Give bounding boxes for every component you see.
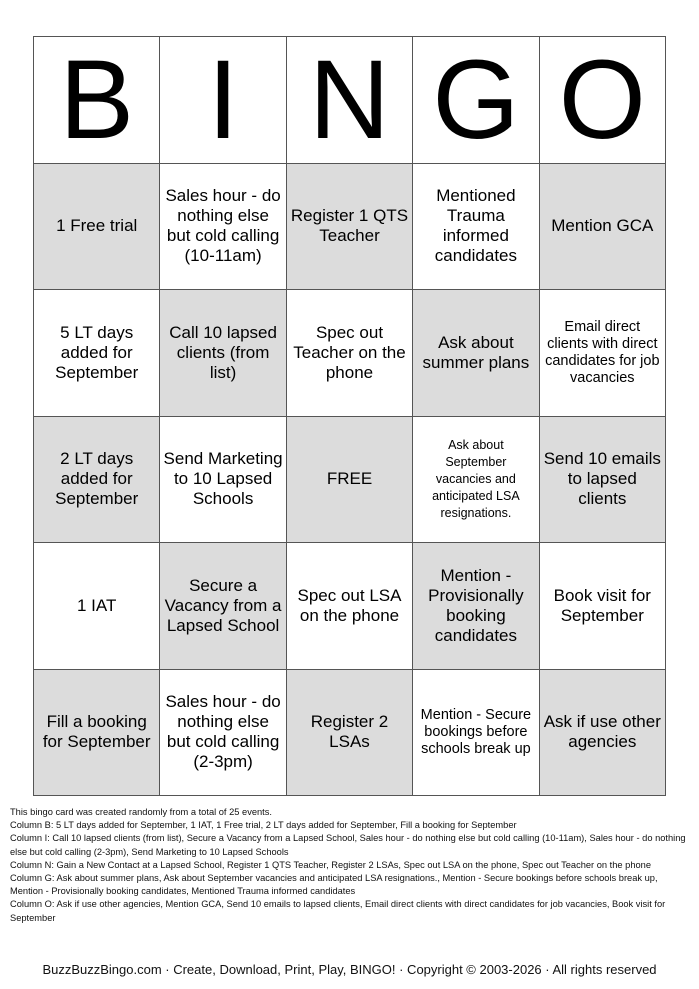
copyright-footer: BuzzBuzzBingo.com · Create, Download, Print, Play, BINGO! · Copyright © 2003-2026 · All rights reserved <box>42 962 657 977</box>
cell-text: 1 IAT <box>77 595 117 615</box>
cell-text: 2 LT days added for September <box>55 449 139 509</box>
bingo-cell[interactable] <box>413 417 539 544</box>
bingo-cell[interactable] <box>34 164 160 291</box>
bingo-cell[interactable] <box>413 543 539 670</box>
header-letter-o: O <box>540 37 666 164</box>
bingo-cell[interactable] <box>413 164 539 291</box>
bingo-cell[interactable] <box>160 543 286 670</box>
cell-text: Secure a Vacancy from a Lapsed School <box>164 575 282 635</box>
bingo-cell[interactable] <box>287 164 413 291</box>
cell-text: Sales hour - do nothing else but cold calling (2-3pm) <box>165 692 281 772</box>
bingo-cell[interactable] <box>540 417 666 544</box>
bingo-cell[interactable] <box>540 164 666 291</box>
cell-text: Ask about September vacancies and anticipated LSA resignations. <box>432 438 520 520</box>
bingo-cell[interactable] <box>540 543 666 670</box>
header-letter-b: B <box>34 37 160 164</box>
header-letter-i: I <box>160 37 286 164</box>
cell-text: Sales hour - do nothing else but cold calling (10-11am) <box>165 186 281 266</box>
free-space[interactable] <box>287 417 413 544</box>
bingo-cell[interactable] <box>34 670 160 797</box>
bingo-cell[interactable] <box>160 670 286 797</box>
cell-text: Call 10 lapsed clients (from list) <box>169 322 277 382</box>
header-letter-n: N <box>287 37 413 164</box>
cell-text: Register 1 QTS Teacher <box>290 206 409 246</box>
bingo-cell[interactable] <box>34 417 160 544</box>
cell-text: Mention GCA <box>551 216 654 236</box>
bingo-cell[interactable] <box>413 670 539 797</box>
cell-text: Fill a booking for September <box>42 712 151 752</box>
bingo-cell[interactable] <box>34 543 160 670</box>
bingo-cell[interactable] <box>160 290 286 417</box>
cell-text: Mentioned Trauma informed candidates <box>434 186 517 266</box>
info-intro: This bingo card was created randomly from a total of 25 events. <box>10 807 272 817</box>
cell-text: Book visit for September <box>553 585 651 625</box>
cell-text: Send Marketing to 10 Lapsed Schools <box>163 449 283 509</box>
cell-text: FREE <box>326 469 373 489</box>
cell-text: Register 2 LSAs <box>310 712 389 752</box>
info-column-n: Column N: Gain a New Contact at a Lapsed School, Register 1 QTS Teacher, Register 2 LSAs, Spec out LSA on the phone, Spec out Teacher on the phone <box>10 859 652 870</box>
bingo-cell[interactable] <box>160 164 286 291</box>
bingo-cell[interactable] <box>287 543 413 670</box>
info-column-i: Column I: Call 10 lapsed clients (from list), Secure a Vacancy from a Lapsed School, Sales hour - do nothing else but cold calling (10-11am), Sales hour - do nothing else but cold calling (2-3pm), Send Marketing to 10 Lapsed Schools <box>10 833 686 857</box>
cell-text: Mention - Secure bookings before schools break up <box>420 707 532 757</box>
info-column-b: Column B: 5 LT days added for September, 1 IAT, 1 Free trial, 2 LT days added for September, Fill a booking for September <box>10 820 517 831</box>
card-info <box>10 806 690 925</box>
bingo-cell[interactable] <box>160 417 286 544</box>
cell-text: Spec out LSA on the phone <box>297 585 402 625</box>
info-column-o: Column O: Ask if use other agencies, Mention GCA, Send 10 emails to lapsed clients, Email direct clients with direct candidates for job vacancies, Book visit for September <box>10 899 666 923</box>
cell-text: Mention - Provisionally booking candidates <box>428 565 524 645</box>
cell-text: 5 LT days added for September <box>55 322 139 382</box>
cell-text: Ask about summer plans <box>422 332 530 372</box>
bingo-cell[interactable] <box>540 670 666 797</box>
bingo-cell[interactable] <box>287 290 413 417</box>
info-column-g: Column G: Ask about summer plans, Ask about September vacancies and anticipated LSA resignations., Mention - Secure bookings before schools break up, Mention - Provisionally booking candidates, Mentioned Trauma informed candidates <box>10 872 658 897</box>
header-letter-g: G <box>413 37 539 164</box>
bingo-cell[interactable] <box>540 290 666 417</box>
cell-text: Ask if use other agencies <box>543 712 661 752</box>
bingo-cell[interactable] <box>287 670 413 797</box>
bingo-cell[interactable] <box>413 290 539 417</box>
cell-text: Send 10 emails to lapsed clients <box>543 449 661 509</box>
cell-text: Spec out Teacher on the phone <box>293 322 406 382</box>
cell-text: Email direct clients with direct candidates for job vacancies <box>545 319 660 386</box>
bingo-card <box>33 36 666 796</box>
bingo-cell[interactable] <box>34 290 160 417</box>
cell-text: 1 Free trial <box>56 216 138 236</box>
